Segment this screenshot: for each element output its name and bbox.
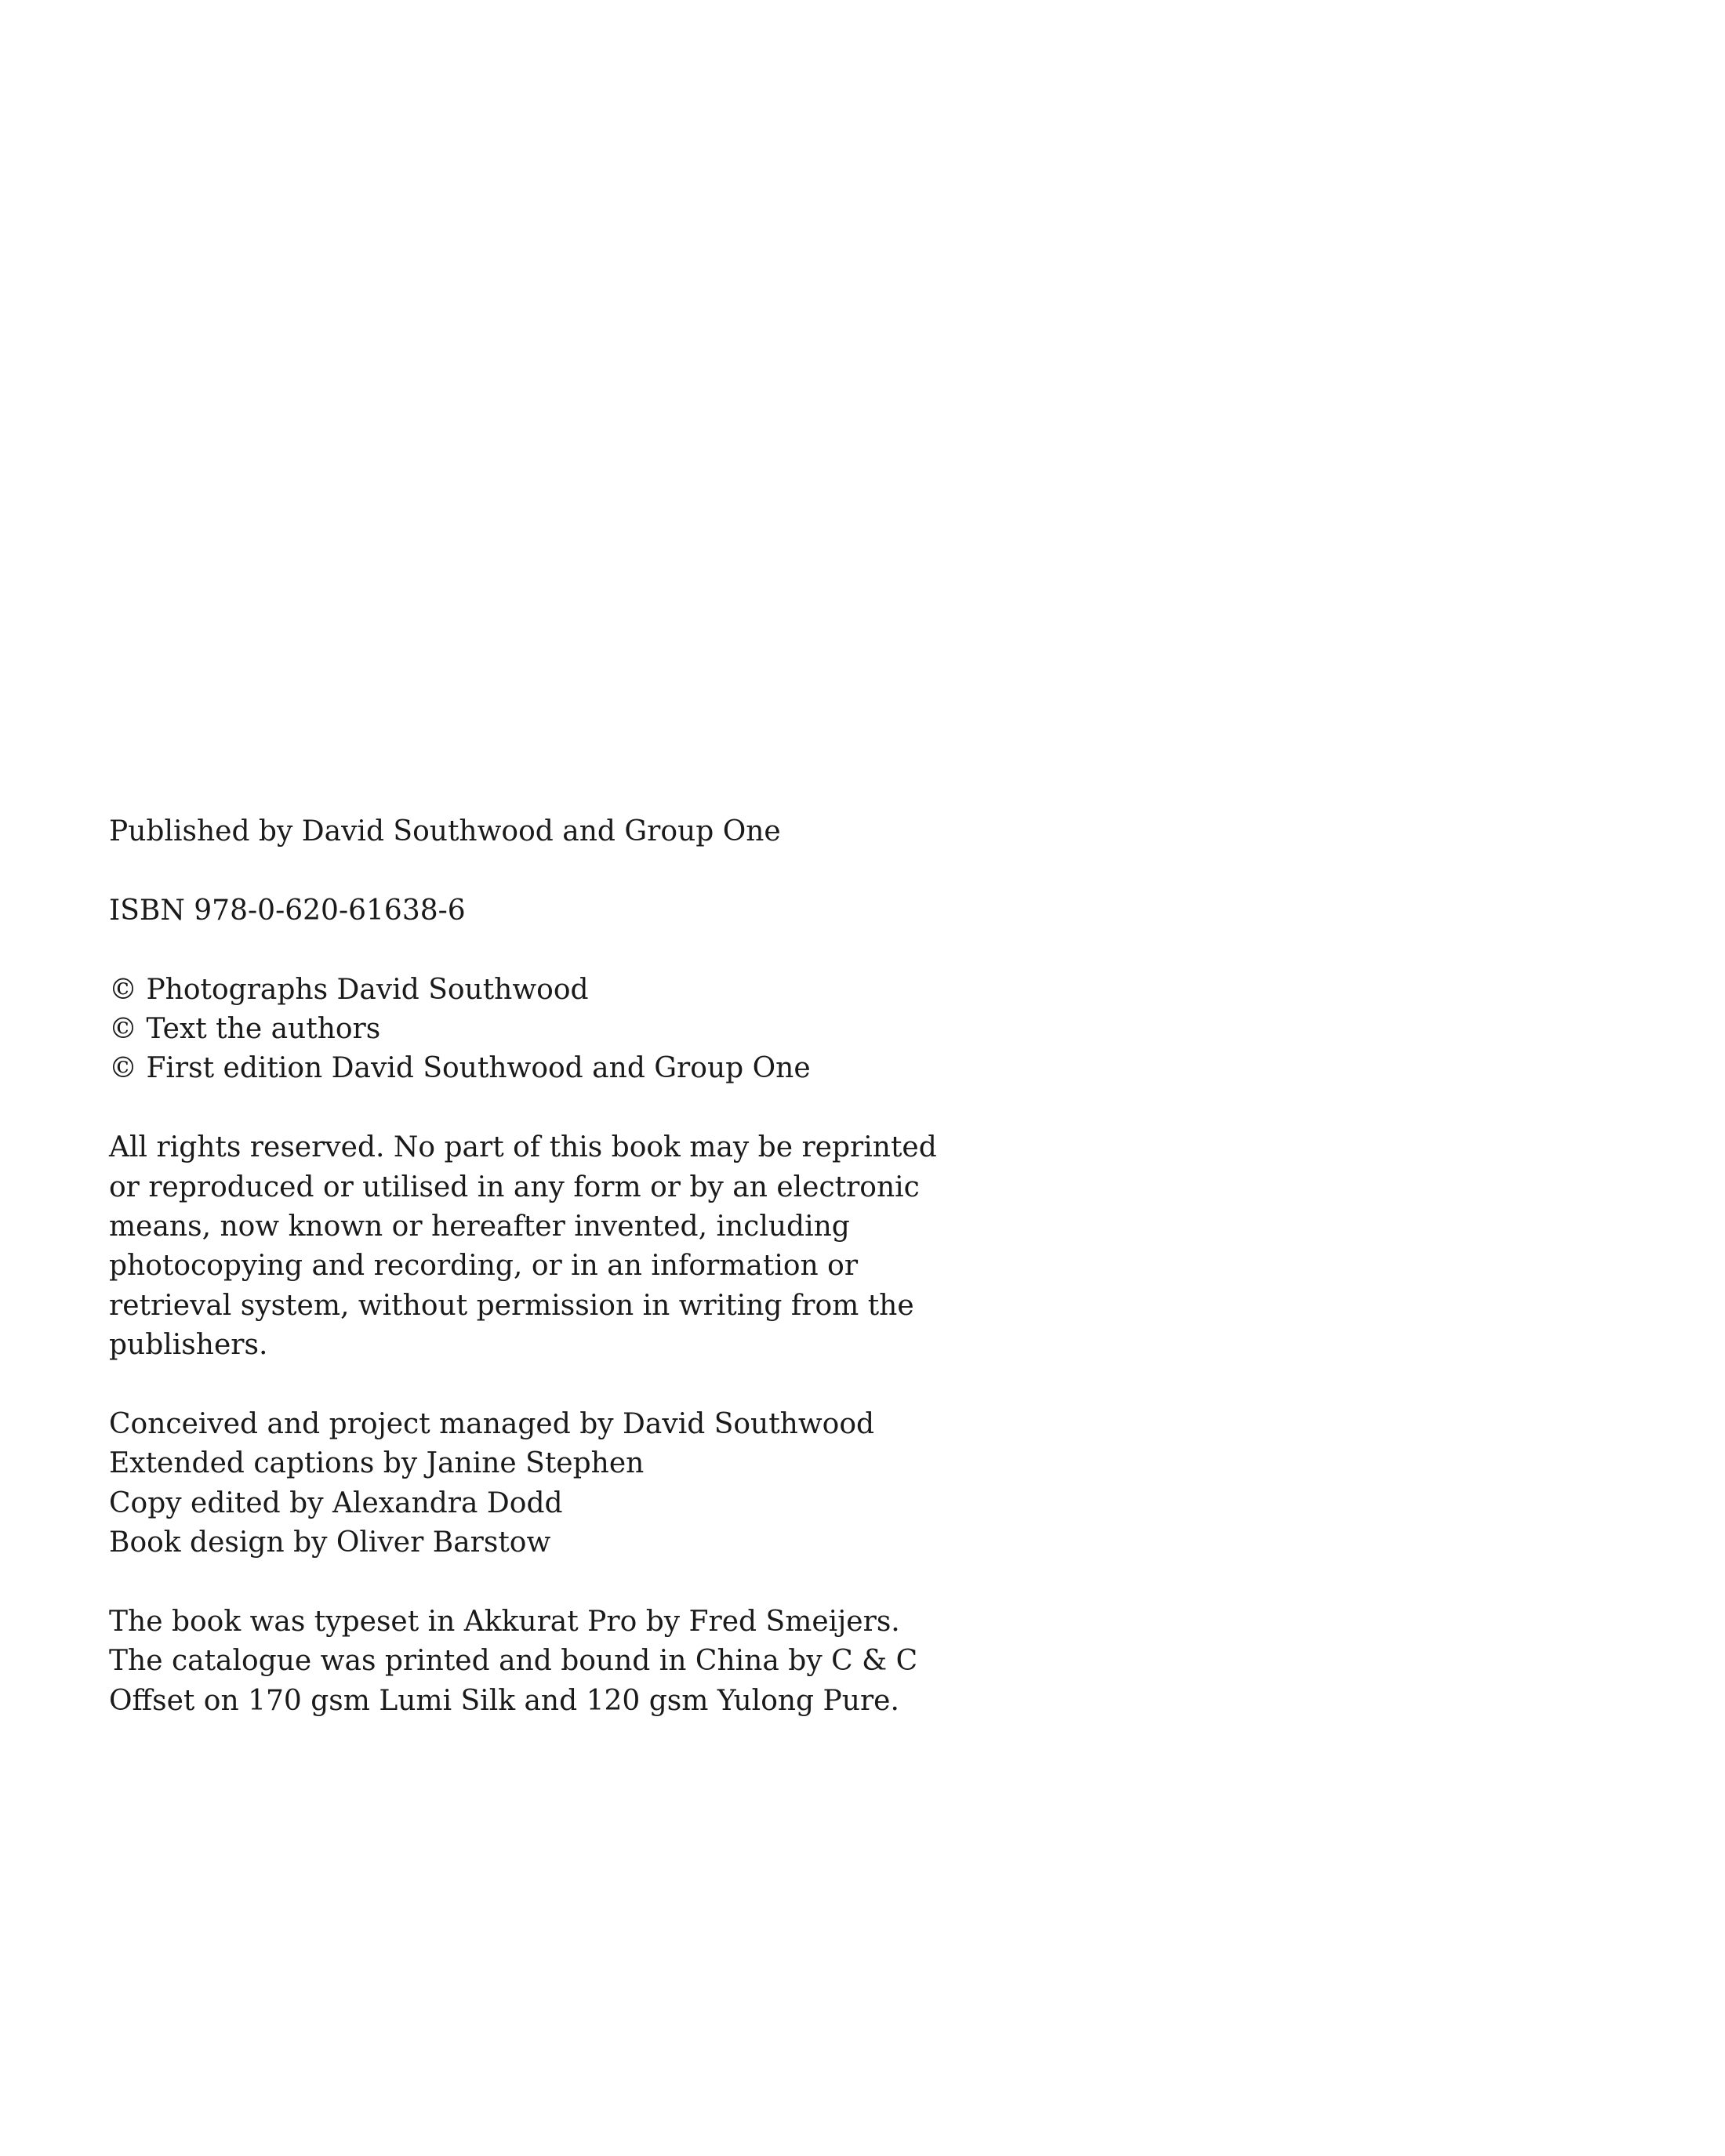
publisher-block: [109, 812, 893, 851]
isbn-line: ISBN 978-0-620-61638-6: [109, 894, 466, 927]
isbn-block: [109, 891, 893, 931]
credit-line: Extended captions by Janine Stephen: [109, 1447, 645, 1480]
copyright-line: © Text the authors: [109, 1013, 381, 1045]
production-line: The catalogue was printed and bound in China by C & C: [109, 1645, 918, 1678]
rights-line: or reproduced or utilised in any form or by an electronic: [109, 1171, 920, 1203]
imprint-page: [109, 812, 937, 1721]
publisher-line: Published by David Southwood and Group One: [109, 815, 781, 848]
rights-block: [109, 1128, 937, 1365]
credit-line: Copy edited by Alexandra Dodd: [109, 1486, 563, 1519]
rights-line: retrieval system, without permission in writing from the: [109, 1289, 914, 1322]
credit-line: Book design by Oliver Barstow: [109, 1526, 551, 1559]
credits-block: [109, 1405, 893, 1563]
copyright-line: © Photographs David Southwood: [109, 973, 589, 1006]
production-line: Offset on 170 gsm Lumi Silk and 120 gsm Yulong Pure.: [109, 1684, 899, 1717]
copyright-line: © First edition David Southwood and Group One: [109, 1052, 811, 1085]
copyright-block: [109, 971, 893, 1089]
production-line: The book was typeset in Akkurat Pro by Fred Smeijers.: [109, 1606, 900, 1639]
rights-line: publishers.: [109, 1329, 268, 1362]
rights-line: photocopying and recording, or in an information or: [109, 1250, 859, 1283]
rights-line: All rights reserved. No part of this book may be reprinted: [109, 1131, 937, 1164]
credit-line: Conceived and project managed by David Southwood: [109, 1408, 875, 1441]
rights-line: means, now known or hereafter invented, including: [109, 1210, 850, 1243]
production-block: [109, 1602, 918, 1721]
